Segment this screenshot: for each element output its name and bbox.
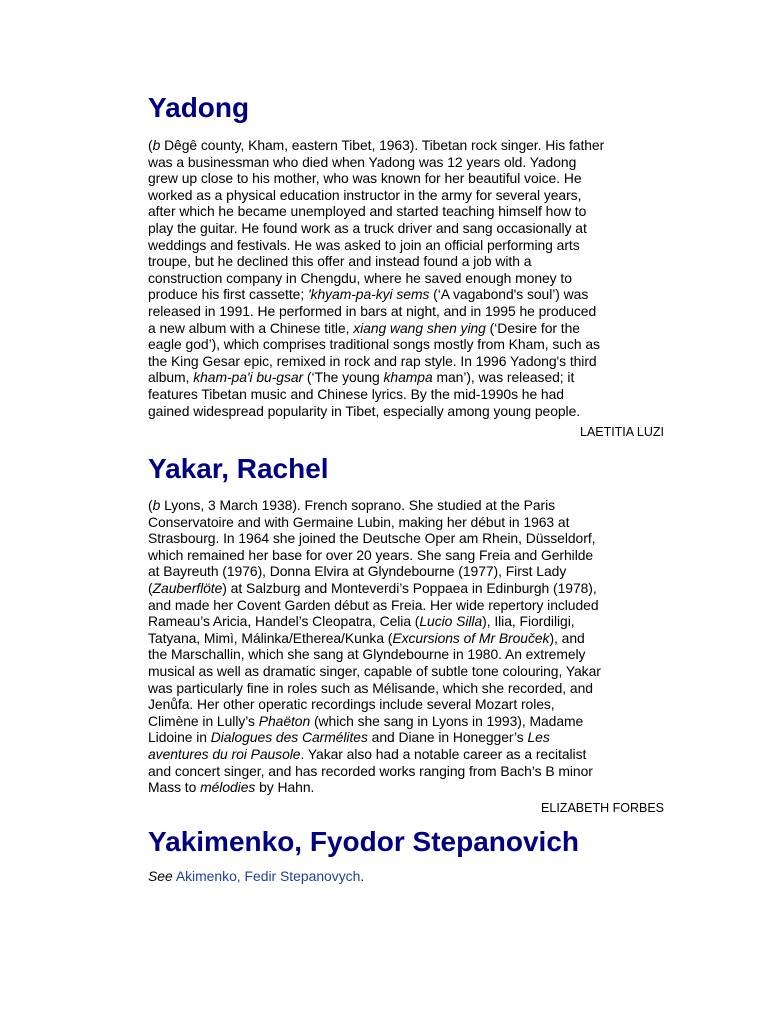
text-run: play the guitar. He found work as a truck driver and sang occasionally at [148, 219, 587, 236]
text-run: (‘A vagabond's soul’) was [429, 286, 589, 303]
text-run: album, [148, 369, 194, 386]
text-line [148, 547, 670, 564]
italic-text: Lucio Silla [419, 613, 483, 630]
text-run: man’), was released; it [432, 369, 575, 386]
text-line [148, 270, 670, 287]
text-run: ), and [549, 629, 585, 646]
text-run: worked as a physical education instructor in the army for several years, [148, 186, 582, 203]
text-run: ( [148, 580, 153, 597]
entry-body [148, 497, 670, 796]
text-line [148, 386, 670, 403]
italic-text: Excursions of Mr Brouček [392, 629, 550, 646]
text-line [148, 220, 670, 237]
text-run: features Tibetan music and Chinese lyrics. By the mid-1990s he had [148, 385, 564, 402]
text-run: musical as well as dramatic singer, capable of subtle tone colouring, Yakar [148, 663, 601, 680]
see-label: See [148, 867, 173, 884]
text-line [148, 320, 670, 337]
text-line [148, 303, 670, 320]
text-line [148, 403, 670, 420]
text-run: by Hahn. [255, 779, 315, 796]
see-trailing: . [360, 867, 365, 884]
entry-title: Yadong [148, 92, 250, 123]
text-line [148, 369, 670, 386]
italic-text: aventures du roi Pausole [148, 746, 301, 762]
entry-title: Yakar, Rachel [148, 453, 329, 485]
text-run: Conservatoire and with Germaine Lubin, making her début in 1963 at [148, 513, 570, 530]
text-run: the King Gesar epic, remixed in rock and rap style. In 1996 Yadong's third [148, 352, 597, 369]
text-line [148, 497, 670, 514]
text-run: Lyons, 3 March 1938). French soprano. She studied at the Paris [160, 497, 556, 514]
entry-yadong [148, 88, 670, 440]
encyclopedia-page [148, 88, 670, 884]
text-run: ), Ilia, Fiordiligi, [482, 613, 575, 630]
text-run: Rameau’s Aricia, Handel’s Cleopatra, Celia ( [148, 613, 420, 630]
text-line [148, 203, 670, 220]
cross-reference-link[interactable]: Akimenko, Fedir Stepanovych [175, 867, 361, 884]
italic-text: xiang wang shen ying [353, 319, 486, 336]
text-run: the Marschallin, which she sang at Glyndebourne in 1980. An extremely [148, 646, 586, 663]
entry-yakimenko [148, 822, 670, 885]
text-line [148, 729, 670, 746]
entry-author: ELIZABETH FORBES [541, 800, 664, 815]
text-line [148, 253, 670, 270]
text-line [148, 237, 670, 254]
text-run: ( [148, 137, 153, 153]
text-line [148, 663, 670, 680]
text-run: Jenůfa. Her other operatic recordings include several Mozart roles, [148, 696, 555, 713]
text-line [148, 713, 670, 730]
text-line [148, 680, 670, 697]
text-run: a new album with a Chinese title, [148, 319, 354, 336]
italic-text: 'khyam-pa-kyi sems [307, 286, 430, 303]
text-line [148, 597, 670, 614]
text-run: gained widespread popularity in Tibet, especially among young people. [148, 402, 581, 419]
italic-text: Dialogues des Carmélites [210, 729, 368, 746]
text-run: eagle god’), which comprises traditional songs mostly from Kham, such as [148, 336, 600, 353]
italic-text: kham-pa'i bu-gsar [193, 369, 304, 386]
italic-text: Zauberflöte [152, 580, 223, 597]
text-line [148, 763, 670, 780]
text-run: and concert singer, and has recorded works ranging from Bach’s B minor [148, 762, 593, 779]
text-line [148, 170, 670, 187]
text-run: weddings and festivals. He was asked to join an official performing arts [148, 236, 580, 253]
text-run: Tatyana, Mimì, Málinka/Etherea/Kunka ( [148, 629, 393, 646]
text-line [148, 336, 670, 353]
entry-title: Yakimenko, Fyodor Stepanovich [148, 825, 580, 857]
text-run: construction company in Chengdu, where he saved enough money to [148, 269, 572, 286]
text-run: (‘The young [303, 369, 384, 386]
text-line [148, 580, 670, 597]
entry-body [148, 137, 670, 419]
text-line [148, 613, 670, 630]
text-line [148, 187, 670, 204]
text-line [148, 696, 670, 713]
text-line [148, 137, 670, 154]
text-run: . Yakar also had a notable career as a recitalist [300, 746, 587, 762]
text-line [148, 514, 670, 531]
text-run: (‘Desire for the [485, 319, 580, 336]
italic-text: mélodies [200, 779, 256, 796]
text-line [148, 286, 670, 303]
text-run: at Bayreuth (1976), Donna Elvira at Glyndebourne (1977), First Lady [148, 563, 567, 580]
text-line [148, 630, 670, 647]
text-run: and made her Covent Garden début as Freia. Her wide repertory included [148, 596, 599, 613]
entry-yakar-rachel [148, 449, 670, 816]
text-run: Strasbourg. In 1964 she joined the Deutsche Oper am Rhein, Düsseldorf, [148, 530, 596, 547]
text-line [148, 746, 670, 763]
text-run: produce his first cassette; [148, 286, 308, 303]
text-line [148, 646, 670, 663]
italic-text: b [152, 497, 161, 514]
text-run: which remained her base for over 20 years. She sang Freia and Gerhilde [148, 546, 594, 563]
text-run: and Diane in Honegger’s [367, 729, 528, 746]
text-run: ) at Salzburg and Monteverdi’s Poppaea in Edinburgh (1978), [222, 580, 597, 597]
text-run: Lidoine in [148, 729, 211, 746]
text-run: ( [148, 497, 153, 514]
text-line [148, 779, 670, 796]
text-run: was a businessman who died when Yadong was 12 years old. Yadong [148, 153, 577, 170]
text-run: was particularly fine in roles such as Mélisande, which she recorded, and [148, 679, 593, 696]
text-line [148, 563, 670, 580]
text-run: (which she sang in Lyons in 1993), Madame [310, 712, 584, 729]
italic-text: Les [527, 729, 550, 746]
text-run: released in 1991. He performed in bars at night, and in 1995 he produced [148, 302, 597, 319]
text-run: after which he became unemployed and started teaching himself how to [148, 203, 587, 220]
text-line [148, 530, 670, 547]
italic-text: Phaëton [258, 712, 311, 729]
text-run: troupe, but he declined this offer and instead found a job with a [148, 253, 532, 270]
see-reference [148, 868, 670, 885]
text-run: Climène in Lully’s [148, 712, 259, 729]
text-line [148, 353, 670, 370]
italic-text: khampa [383, 369, 433, 386]
entry-author: LAETITIA LUZI [579, 425, 664, 440]
text-line [148, 154, 670, 171]
text-run: grew up close to his mother, who was known for her beautiful voice. He [148, 170, 582, 187]
italic-text: b [152, 137, 161, 153]
text-run: Mass to [148, 779, 201, 796]
text-run: Dêgê county, Kham, eastern Tibet, 1963). Tibetan rock singer. His father [160, 137, 605, 153]
